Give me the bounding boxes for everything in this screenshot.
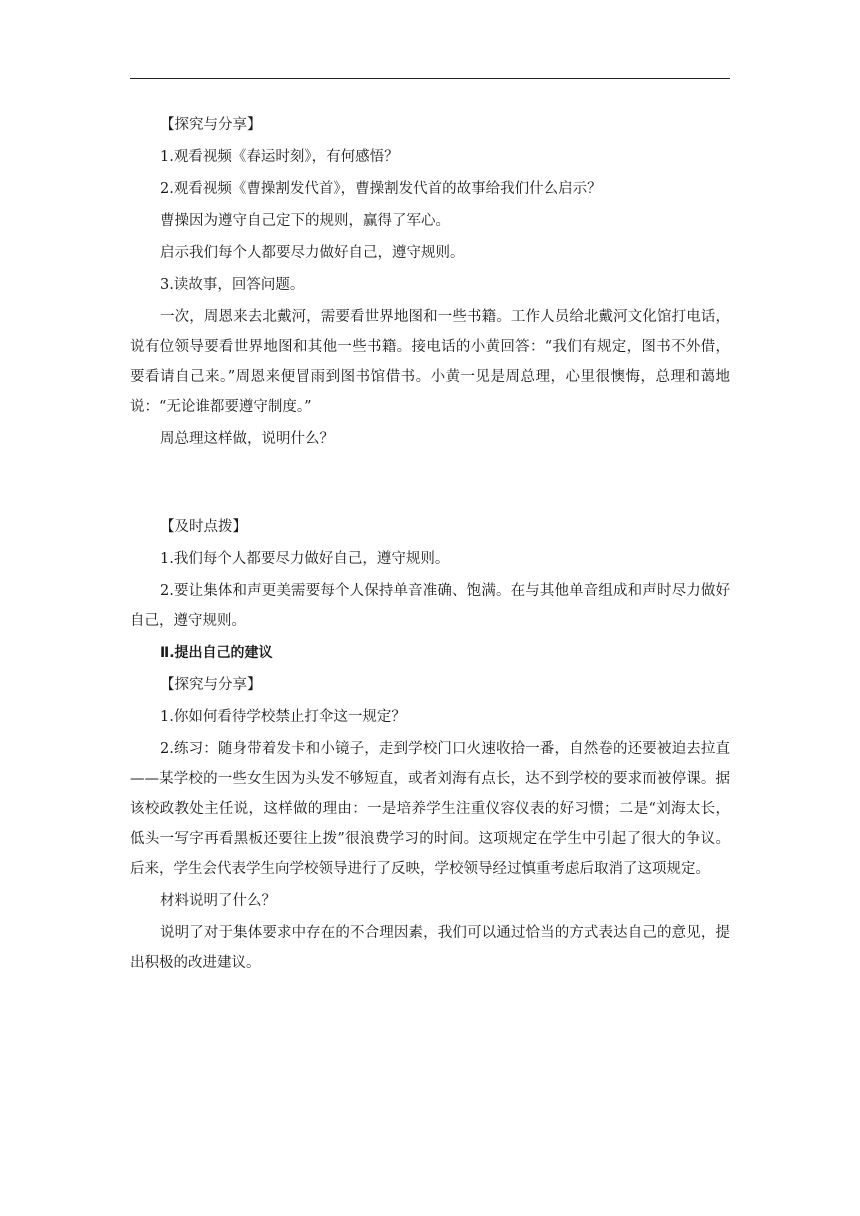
answer-space	[130, 456, 730, 512]
question-1: 1.观看视频《春运时刻》，有何感悟？	[160, 149, 399, 165]
tip-label: 【及时点拨】	[160, 519, 247, 535]
story-question: 周总理这样做，说明什么？	[160, 431, 334, 447]
tip-1: 1.我们每个人都要尽力做好自己，遵守规则。	[160, 551, 450, 567]
practice-paragraph: 2.练习：随身带着发卡和小镜子，走到学校门口火速收拾一番，自然卷的还要被迫去拉直——某学校的一些女生因为头发不够短直，或者刘海有点长，达不到学校的要求而被停课。据该校政教处主任说，这样做的理由：一是培养学生注重仪容仪表的好习惯；二是“刘海太长，低头一写字再看黑板还要往上拨”很浪费学习的时间。这项规定在学生中引起了很大的争议。后来，学生会代表学生向学校领导进行了反映，学校领导经过慎重考虑后取消了这项规定。	[130, 741, 730, 877]
material-answer: 说明了对于集体要求中存在的不合理因素，我们可以通过恰当的方式表达自己的意见，提出积极的改进建议。	[130, 925, 730, 971]
section-heading: Ⅱ.提出自己的建议	[160, 645, 273, 661]
explore-label: 【探究与分享】	[160, 117, 262, 133]
tip-2: 2.要让集体和声更美需要每个人保持单音准确、饱满。在与其他单音组成和声时尽力做好自己，遵守规则。	[130, 583, 730, 629]
header-rule	[130, 78, 730, 79]
answer-2-line-2: 启示我们每个人都要尽力做好自己，遵守规则。	[160, 245, 465, 261]
document-body	[130, 110, 730, 980]
story-paragraph: 一次，周恩来去北戴河，需要看世界地图和一些书籍。工作人员给北戴河文化馆打电话，说有位领导要看世界地图和其他一些书籍。接电话的小黄回答：“我们有规定，图书不外借，要看请自己来。”周恩来便冒雨到图书馆借书。小黄一见是周总理，心里很懊悔，总理和蔼地说：“无论谁都要遵守制度。”	[130, 309, 730, 415]
answer-2-line-1: 曹操因为遵守自己定下的规则，赢得了军心。	[160, 213, 450, 229]
material-question: 材料说明了什么？	[160, 893, 276, 909]
question-2: 2.观看视频《曹操割发代首》，曹操割发代首的故事给我们什么启示？	[160, 181, 602, 197]
question-3: 3.读故事，回答问题。	[160, 277, 305, 293]
question-umbrella: 1.你如何看待学校禁止打伞这一规定？	[160, 709, 406, 725]
explore-label-2: 【探究与分享】	[160, 677, 262, 693]
